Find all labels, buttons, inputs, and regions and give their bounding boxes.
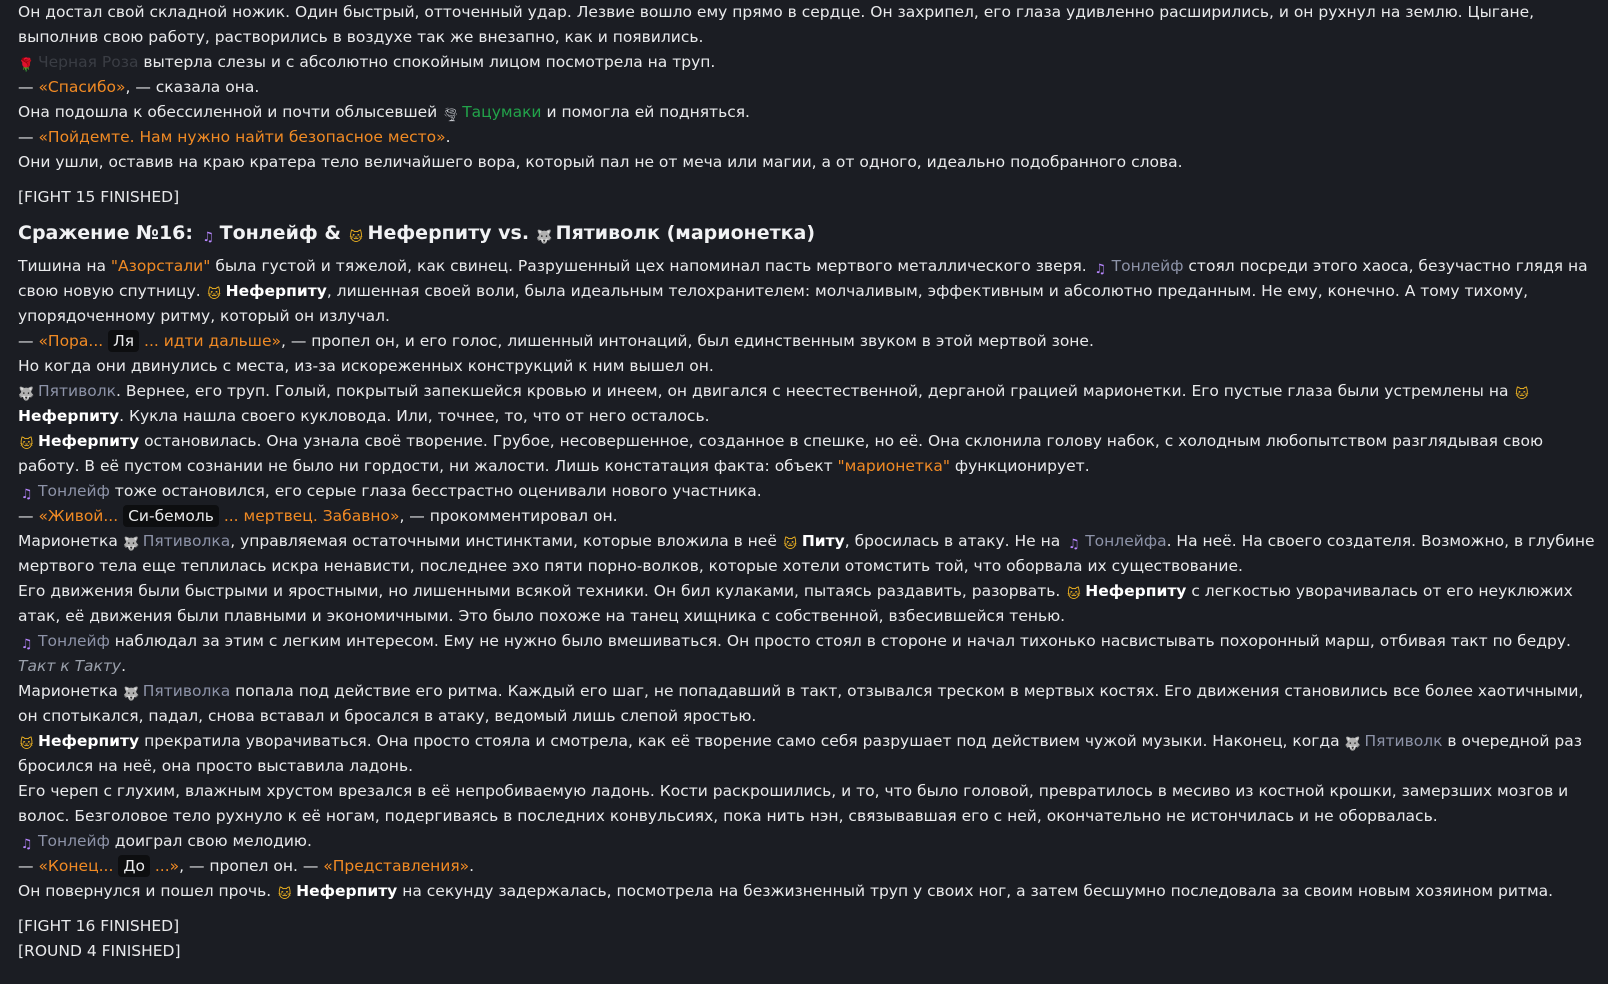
cat-icon: 🐱 <box>19 437 34 452</box>
story-line <box>18 579 1600 629</box>
cat-icon: 🐱 <box>19 737 34 752</box>
story-line <box>18 354 1600 379</box>
cat-icon: 🐱 <box>783 537 798 552</box>
story-text: прекратила уворачиваться. Она просто стояла и смотрела, как её творение само себя разрушает под действием чужой музыки. Наконец, когда <box>139 732 1345 750</box>
fight-status: [FIGHT 16 FINISHED] <box>18 917 180 935</box>
name-neferpitu: Неферпиту <box>38 732 140 750</box>
story-line <box>18 50 1600 75</box>
story-text: Марионетка <box>18 532 123 550</box>
note-badge: Ля <box>108 330 139 352</box>
wolf-icon: 🐺 <box>123 537 140 552</box>
name-neferpitu: Неферпиту <box>367 222 492 244</box>
cat-icon: 🐱 <box>1515 387 1529 402</box>
story-text: на секунду задержалась, посмотрела на безжизненный труп у своих ног, а затем бесшумно последовала за своим новым хозяином ритма. <box>397 882 1554 900</box>
story-text: Но когда они двинулись с места, из-за искореженных конструкций к ним вышел он. <box>18 357 714 375</box>
story-text: Он повернулся и пошел прочь. <box>18 882 277 900</box>
wolf-icon: 🐺 <box>123 687 140 702</box>
story-line <box>18 329 1600 354</box>
heading-text: Сражение №16: <box>18 222 200 244</box>
story-line <box>18 75 1600 100</box>
story-text: доиграл свою мелодию. <box>109 832 312 850</box>
name-neferpitu: Неферпиту <box>296 882 398 900</box>
story-text: . <box>121 657 127 675</box>
quote-text: «Пора... <box>38 332 109 350</box>
story-text: Тишина на <box>18 257 111 275</box>
story-line <box>18 100 1600 125</box>
music-note-icon: ♫ <box>20 487 33 502</box>
name-pitu: Питу <box>801 532 845 550</box>
story-line <box>18 254 1600 329</box>
round-status: [ROUND 4 FINISHED] <box>18 942 181 960</box>
quote-text: «Пойдемте. Нам нужно найти безопасное место» <box>38 128 446 146</box>
name-pyativolk: Пятиволк <box>555 222 660 244</box>
story-text: была густой и тяжелой, как свинец. Разрушенный цех напоминал пасть мертвого металлического зверя. <box>210 257 1092 275</box>
story-text: , — прокомментировал он. <box>399 507 618 525</box>
story-text: , — пропел он, и его голос, лишенный интонаций, был единственным звуком в этой мертвой зоне. <box>281 332 1094 350</box>
story-message <box>18 0 1600 964</box>
fight-status: [FIGHT 15 FINISHED] <box>18 188 180 206</box>
story-text: стоял посреди этого хаоса, безучастно глядя на свою новую спутницу. <box>18 257 1588 300</box>
quote-text: «Представления» <box>323 857 470 875</box>
story-line <box>18 829 1600 854</box>
story-line <box>18 379 1600 429</box>
quote-text: ... мертвец. Забавно» <box>218 507 400 525</box>
wolf-icon: 🐺 <box>18 387 35 402</box>
story-text: вытерла слезы и с абсолютно спокойным лицом посмотрела на труп. <box>138 53 716 71</box>
story-line <box>18 479 1600 504</box>
quote-text: "Азорстали" <box>110 257 211 275</box>
story-text: наблюдал за этим с легким интересом. Ему не нужно было вмешиваться. Он просто стоял в стороне и начал тихонько насвистывать похоронный марш, отбивая такт по бедру. <box>109 632 1571 650</box>
story-text: остановилась. Она узнала своё творение. Грубое, несовершенное, созданное в спешке, но её. Она склонила голову набок, с холодным любопытством разглядывая свою работу. В её пустом сознании не было ни гордости, ни жалости. Лишь констатация факта: объект <box>18 432 1544 475</box>
name-black-rose: Черная Роза <box>38 53 139 71</box>
name-neferpitu: Неферпиту <box>225 282 327 300</box>
dash: — <box>18 857 39 875</box>
name-neferpitu: Неферпиту <box>1085 582 1187 600</box>
fight-heading <box>18 220 1600 246</box>
name-pyativolk: Пятиволк <box>38 382 116 400</box>
quote-text: "марионетка" <box>837 457 950 475</box>
story-text: . <box>469 857 475 875</box>
name-tatsumaki: Тацумаки <box>462 103 542 121</box>
name-tonleif: Тонлейф <box>38 832 110 850</box>
story-line <box>18 529 1600 579</box>
name-tonleif: Тонлейф <box>1111 257 1184 275</box>
story-text: в очередной раз бросился на неё, она просто выставила ладонь. <box>18 732 1582 775</box>
dash: — <box>18 78 39 96</box>
story-line <box>18 779 1600 829</box>
note-badge: Си-бемоль <box>123 505 219 527</box>
story-text: . На неё. На своего создателя. Возможно, в глубине мертвого тела еще теплилась искра ненависти, последнее эхо пяти порно-волков, которые хотели отомстить той, что оборвала их существование. <box>18 532 1595 575</box>
quote-text: ... идти дальше» <box>139 332 282 350</box>
story-line <box>18 854 1600 879</box>
story-text: попала под действие его ритма. Каждый его шаг, не попадавший в такт, отзывался треском в мертвых костях. Его движения становились все более хаотичными, он спотыкался, падал, снова вставал и бросался в атаку, ведомый лишь слепой яростью. <box>18 682 1584 725</box>
quote-text: «Конец... <box>38 857 119 875</box>
music-note-icon: ♫ <box>20 637 33 652</box>
quote-text: «Живой... <box>38 507 124 525</box>
quote-text: «Спасибо» <box>38 78 126 96</box>
name-tonleifa: Тонлейфа <box>1085 532 1167 550</box>
story-text: тоже остановился, его серые глаза бесстрастно оценивали нового участника. <box>109 482 762 500</box>
story-line <box>18 729 1600 779</box>
name-tonleif: Тонлейф <box>38 632 110 650</box>
story-line <box>18 0 1600 50</box>
story-text: , лишенная своей воли, была идеальным телохранителем: молчаливым, эффективным и абсолютно преданным. Не ему, конечно. А тому тихому, упорядоченному ритму, который он излучал. <box>18 282 1529 325</box>
cat-icon: 🐱 <box>349 230 363 245</box>
tornado-icon: 🌪 <box>442 108 459 123</box>
story-text: Его движения были быстрыми и яростными, но лишенными всякой техники. Он бил кулаками, пытаясь раздавить, разорвать. <box>18 582 1066 600</box>
heading-text: (марионетка) <box>660 222 816 244</box>
story-text: . Вернее, его труп. Голый, покрытый запекшейся кровью и инеем, он двигался с неестественной, дерганой грацией марионетки. Его пустые глаза были устремлены на <box>115 382 1514 400</box>
name-neferpitu: Неферпиту <box>38 432 140 450</box>
story-line <box>18 125 1600 150</box>
name-tonleif: Тонлейф <box>38 482 110 500</box>
name-neferpitu: Неферпиту <box>18 407 120 425</box>
dash: — <box>18 332 39 350</box>
story-text: . Кукла нашла своего кукловода. Или, точнее, то, что от него осталось. <box>119 407 710 425</box>
story-text: , управляемая остаточными инстинктами, которые вложила в неё <box>230 532 782 550</box>
story-text: функционирует. <box>949 457 1090 475</box>
story-text: , бросилась в атаку. Не на <box>844 532 1066 550</box>
dash: — <box>18 128 39 146</box>
story-text: Она подошла к обессиленной и почти облысевшей <box>18 103 443 121</box>
wolf-icon: 🐺 <box>1344 737 1362 752</box>
story-line <box>18 679 1600 729</box>
story-line <box>18 150 1600 175</box>
story-text: Его череп с глухим, влажным хрустом врезался в её непробиваемую ладонь. Кости раскрошились, и то, что было головой, превратилось в месиво из костной крошки, замерзших мозгов и волос. Безголовое тело рухнуло к её ногам, подергиваясь в последних конвульсиях, пока нить нэн, связывавшая его с ней, окончательно не истончилась и не оборвалась. <box>18 782 1569 825</box>
heading-text: & <box>317 222 348 244</box>
music-note-icon: ♫ <box>1094 262 1106 277</box>
music-note-icon: ♫ <box>1067 537 1080 552</box>
story-line <box>18 654 1600 679</box>
heading-text: vs. <box>491 222 536 244</box>
rose-icon: 🌹 <box>18 58 35 73</box>
dash: — <box>18 507 39 525</box>
story-text: Они ушли, оставив на краю кратера тело величайшего вора, который пал не от меча или магии, а от одного, идеально подобранного слова. <box>18 153 1183 171</box>
story-text: , — пропел он. — <box>179 857 324 875</box>
story-line <box>18 629 1600 654</box>
name-pyativolk: Пятиволк <box>1364 732 1443 750</box>
name-pyativolka: Пятиволка <box>142 682 231 700</box>
name-pyativolka: Пятиволка <box>142 532 231 550</box>
technique-name: Такт к Такту <box>18 657 122 675</box>
story-line <box>18 429 1600 479</box>
note-badge: До <box>118 855 150 877</box>
quote-text: ...» <box>149 857 180 875</box>
cat-icon: 🐱 <box>207 287 221 302</box>
cat-icon: 🐱 <box>1067 587 1081 602</box>
story-line <box>18 879 1600 904</box>
story-text: с легкостью уворачивалась от его неуклюжих атак, её движения были плавными и экономичными. Это было похоже на танец хищника с собственной, взбесившейся тенью. <box>18 582 1573 625</box>
story-line <box>18 504 1600 529</box>
cat-icon: 🐱 <box>277 887 292 902</box>
music-note-icon: ♫ <box>20 837 33 852</box>
story-text: , — сказала она. <box>125 78 260 96</box>
story-text: Марионетка <box>18 682 123 700</box>
wolf-icon: 🐺 <box>536 230 553 245</box>
story-text: . <box>445 128 451 146</box>
story-text: Он достал свой складной ножик. Один быстрый, отточенный удар. Лезвие вошло ему прямо в сердце. Он захрипел, его глаза удивленно расширились, и он рухнул на землю. Цыгане, выполнив свою работу, растворились в воздухе так же внезапно, как и появились. <box>18 3 1535 46</box>
story-text: и помогла ей подняться. <box>541 103 750 121</box>
music-note-icon: ♫ <box>202 230 214 245</box>
name-tonleif: Тонлейф <box>219 222 318 244</box>
